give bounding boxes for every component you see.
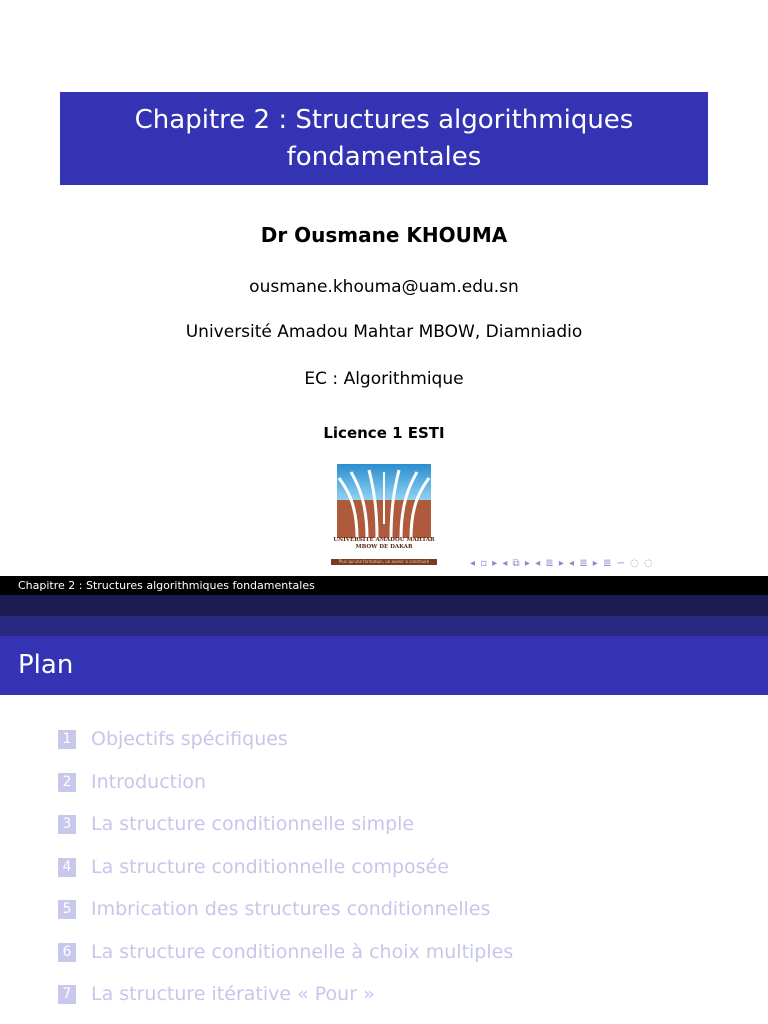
logo-arches-icon	[337, 464, 431, 538]
toc-label: Introduction	[91, 770, 207, 793]
course-name: EC : Algorithmique	[304, 369, 464, 389]
author-email: ousmane.khouma@uam.edu.sn	[249, 277, 519, 297]
logo-text: UNIVERSITE AMADOU MAHTAR MBOW DE DAKAR	[333, 537, 435, 550]
toc-number: 4	[58, 858, 76, 877]
title-box	[60, 92, 708, 185]
frame-title: Plan	[0, 636, 768, 695]
toc-number: 7	[58, 985, 76, 1004]
toc-label: La structure itérative « Pour »	[91, 983, 375, 1005]
beamer-navigation-icons[interactable]: ◂ ▫ ▸ ◂ ⧉ ▸ ◂ ≣ ▸ ◂ ≣ ▸ ≣ ∽ ◌ ◌	[470, 558, 654, 569]
toc-label: La structure conditionnelle simple	[91, 813, 415, 835]
toc-number: 5	[58, 900, 76, 919]
toc-number: 6	[58, 943, 76, 962]
university-logo	[333, 464, 435, 566]
program-name: Licence 1 ESTI	[323, 424, 445, 442]
toc-number: 1	[58, 730, 76, 749]
toc-label: La structure conditionnelle à choix multiples	[91, 940, 514, 963]
title-line-1: Chapitre 2 : Structures algorithmiques	[134, 104, 634, 135]
toc-label: Objectifs spécifiques	[91, 728, 288, 750]
toc-number: 2	[58, 773, 76, 792]
logo-motto: Plus qu'une formation, un avenir à construire	[331, 559, 437, 565]
header-band-dark	[0, 595, 768, 616]
slide-headline: Chapitre 2 : Structures algorithmiques fondamentales	[0, 576, 768, 595]
toc-label: Imbrication des structures conditionnelles	[91, 898, 491, 920]
header-band-mid	[0, 616, 768, 636]
author-name: Dr Ousmane KHOUMA	[260, 223, 508, 247]
toc-number: 3	[58, 815, 76, 834]
toc-label: La structure conditionnelle composée	[91, 855, 449, 878]
title-line-2: fondamentales	[286, 141, 482, 172]
plan-slide	[0, 576, 768, 1024]
university-name: Université Amadou Mahtar MBOW, Diamniadio	[185, 322, 583, 342]
